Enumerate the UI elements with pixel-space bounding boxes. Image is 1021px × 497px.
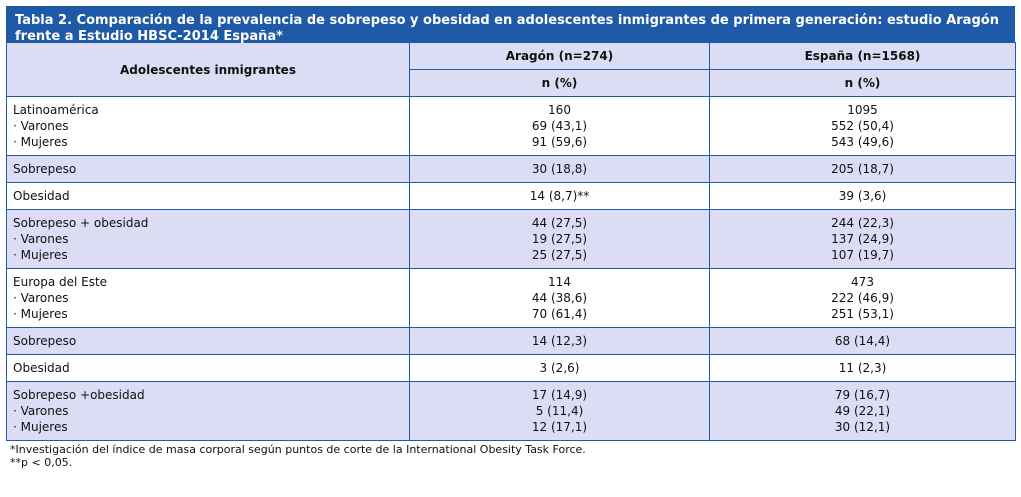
table-row [7, 269, 1016, 328]
row-label: Sobrepeso [7, 156, 410, 183]
cell-aragon: 3 (2,6) [410, 355, 710, 382]
cell-espana: 244 (22,3) 137 (24,9) 107 (19,7) [710, 210, 1016, 269]
cell-aragon: 114 44 (38,6) 70 (61,4) [410, 269, 710, 328]
table-row [7, 355, 1016, 382]
cell-aragon: 44 (27,5) 19 (27,5) 25 (27,5) [410, 210, 710, 269]
row-label: Sobrepeso + obesidad · Varones · Mujeres [7, 210, 410, 269]
row-label: Obesidad [7, 183, 410, 210]
cell-espana: 1095 552 (50,4) 543 (49,6) [710, 97, 1016, 156]
header-espana-unit: n (%) [710, 70, 1016, 97]
table-row [7, 183, 1016, 210]
cell-espana: 39 (3,6) [710, 183, 1016, 210]
row-label: Latinoamérica · Varones · Mujeres [7, 97, 410, 156]
row-label: Europa del Este · Varones · Mujeres [7, 269, 410, 328]
table-row [7, 97, 1016, 156]
cell-aragon: 17 (14,9) 5 (11,4) 12 (17,1) [410, 382, 710, 441]
table-container [6, 6, 1015, 469]
cell-aragon: 30 (18,8) [410, 156, 710, 183]
table-title: Tabla 2. Comparación de la prevalencia de sobrepeso y obesidad en adolescentes inmigrantes de primera generación: estudio Aragón frente a Estudio HBSC-2014 España* [6, 6, 1015, 42]
data-table [6, 42, 1016, 441]
cell-espana: 79 (16,7) 49 (22,1) 30 (12,1) [710, 382, 1016, 441]
footnote-imc: *Investigación del índice de masa corporal según puntos de corte de la International Obesity Task Force. [10, 443, 586, 456]
header-adolescentes: Adolescentes inmigrantes [7, 43, 410, 97]
header-espana: España (n=1568) [710, 43, 1016, 70]
cell-espana: 68 (14,4) [710, 328, 1016, 355]
table-row [7, 382, 1016, 441]
cell-espana: 205 (18,7) [710, 156, 1016, 183]
header-aragon: Aragón (n=274) [410, 43, 710, 70]
cell-aragon: 14 (12,3) [410, 328, 710, 355]
header-aragon-unit: n (%) [410, 70, 710, 97]
cell-espana: 11 (2,3) [710, 355, 1016, 382]
row-label: Sobrepeso +obesidad · Varones · Mujeres [7, 382, 410, 441]
footnote-significance: **p < 0,05. [10, 456, 73, 469]
row-label: Obesidad [7, 355, 410, 382]
footnotes [6, 443, 1015, 469]
row-label: Sobrepeso [7, 328, 410, 355]
table-row [7, 156, 1016, 183]
table-row [7, 328, 1016, 355]
cell-espana: 473 222 (46,9) 251 (53,1) [710, 269, 1016, 328]
cell-aragon: 160 69 (43,1) 91 (59,6) [410, 97, 710, 156]
table-row [7, 210, 1016, 269]
cell-aragon: 14 (8,7)** [410, 183, 710, 210]
